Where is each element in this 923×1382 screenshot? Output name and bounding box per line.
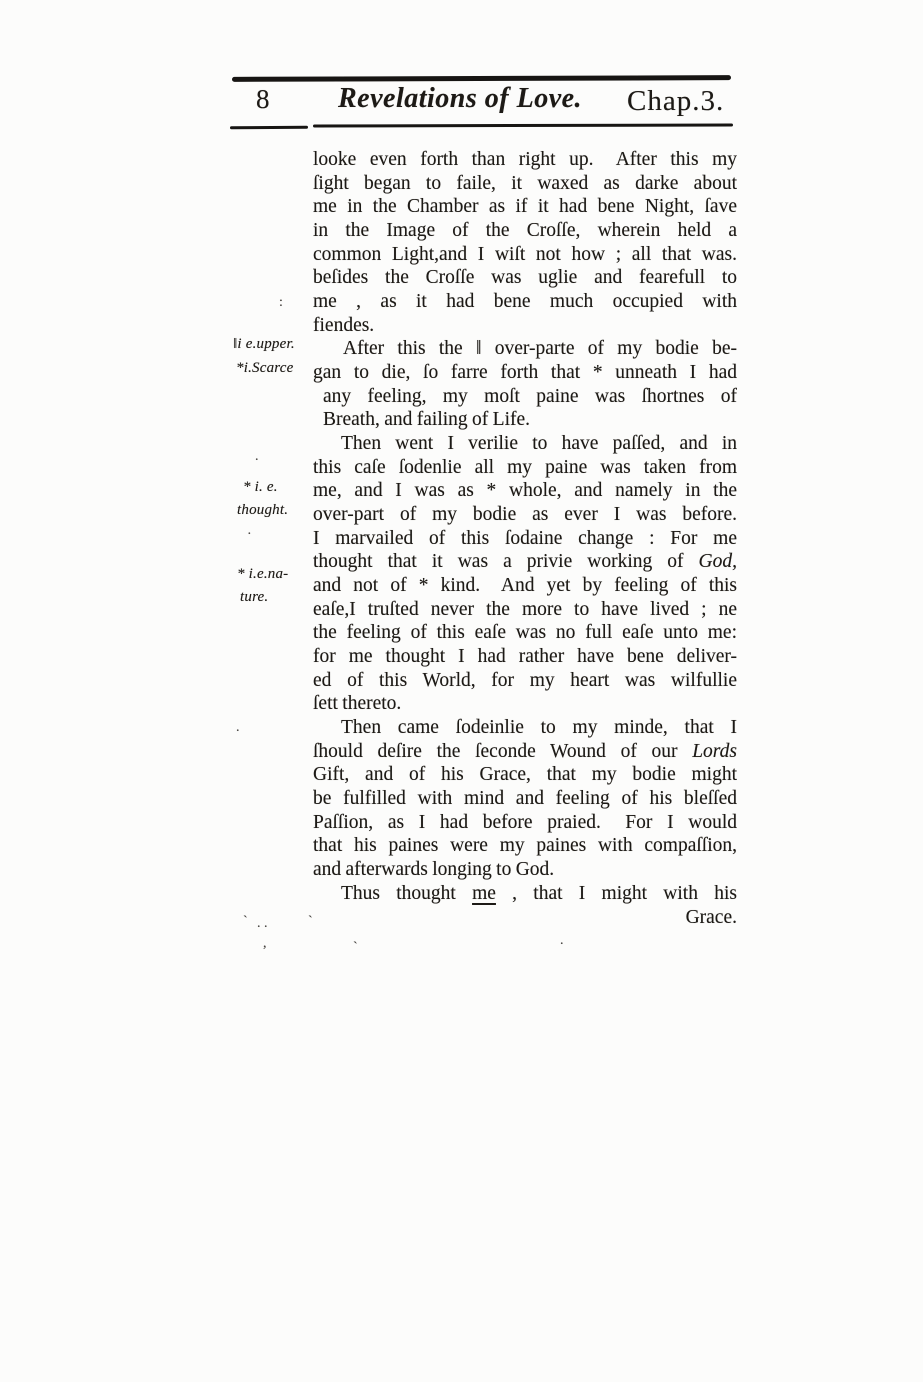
scan-speck: · [247, 527, 252, 542]
text-line: ſhould deſire the ſeconde Wound of our Lords [313, 740, 737, 762]
scan-speck: . [236, 720, 240, 735]
scan-speck: , [263, 936, 267, 951]
text-line: be fulfilled with mind and feeling of his bleſſed [313, 788, 737, 810]
text-line: gan to die, ſo farre forth that * unneath I had [313, 362, 737, 384]
margin-note: ture. [240, 589, 269, 605]
text-line: me, and I was as * whole, and namely in the [313, 480, 737, 502]
scan-speck: ` [243, 914, 248, 929]
text-line: eaſe,I truſted never the more to have lived ; ne [313, 598, 737, 620]
text-line: common Light,and I wiſt not how ; all that was. [313, 243, 737, 265]
text-line: After this the ‖ over-parte of my bodie be- [343, 338, 737, 360]
text-line: ſight began to faile, it waxed as darke about [313, 172, 737, 194]
text-line: me , as it had bene much occupied with [313, 291, 737, 313]
text-line: over-part of my bodie as ever I was before. [313, 504, 737, 526]
text-line: Thus thought me , that I might with his [341, 882, 737, 904]
header-rule-top [232, 75, 731, 82]
text-line: that his paines were my paines with compaſſion, [313, 835, 737, 857]
margin-note: * i. e. [243, 479, 278, 495]
text-line: Grace. [685, 906, 737, 928]
text-line: beſides the Croſſe was uglie and fearefull to [313, 267, 737, 289]
page-text [313, 149, 737, 930]
scan-speck: ` [353, 940, 358, 955]
text-line: Then came ſodeinlie to my minde, that I [341, 717, 737, 739]
page-number: 8 [256, 84, 270, 114]
scan-speck: ` [308, 914, 313, 929]
text-line: thought that it was a privie working of God, [313, 551, 737, 573]
text-line: in the Image of the Croſſe, wherein held a [313, 220, 737, 242]
text-line: any feeling, my moſt paine was ſhortnes of [323, 385, 737, 407]
margin-note: ‖i e.upper. [233, 336, 295, 352]
text-line: for me thought I had rather have bene deliver- [313, 646, 737, 668]
text-line: this caſe ſodenlie all my paine was taken from [313, 456, 737, 478]
text-line: ed of this World, for my heart was wilfullie [313, 669, 737, 691]
text-line: I marvailed of this ſodaine change : For me [313, 527, 737, 549]
text-line: the feeling of this eaſe was no full eaſe unto me: [313, 622, 737, 644]
header-rule-bottom-left [230, 126, 308, 130]
text-line: and afterwards longing to God. [313, 859, 555, 881]
scan-speck: : [279, 295, 283, 310]
margin-note: thought. [237, 502, 289, 518]
text-line: Paſſion, as I had before praied. For I would [313, 811, 737, 833]
chapter-label: Chap.3. [627, 85, 725, 117]
text-line: and not of * kind. And yet by feeling of this [313, 575, 737, 597]
scan-speck: . . [257, 916, 268, 931]
text-line: Breath, and failing of Life. [323, 409, 531, 431]
text-line: fiendes. [313, 314, 375, 336]
header-rule-bottom-right [313, 123, 733, 127]
text-line: ſett thereto. [313, 693, 402, 715]
text-line: Then went I verilie to have paſſed, and in [341, 433, 737, 455]
text-line: looke even forth than right up. After this my [313, 149, 737, 170]
margin-note: * i.e.na- [237, 566, 289, 582]
text-line: Gift, and of his Grace, that my bodie might [313, 764, 737, 786]
text-line: me in the Chamber as if it had bene Night, ſave [313, 196, 737, 218]
margin-note: *i.Scarce [236, 360, 294, 376]
scan-speck: . [560, 933, 564, 948]
running-title: Revelations of Love. [338, 83, 583, 114]
scan-speck: . [255, 449, 259, 464]
